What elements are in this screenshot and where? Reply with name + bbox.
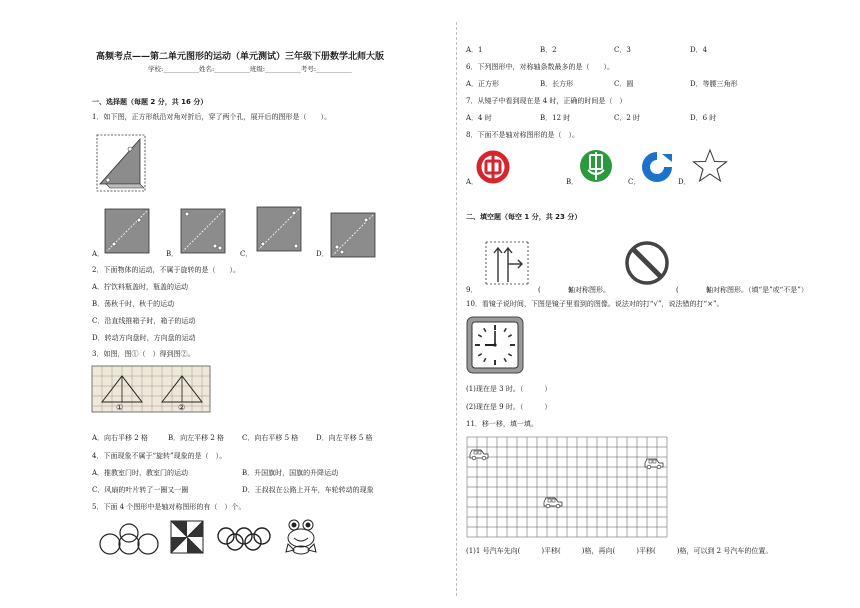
- q5-option-d[interactable]: D．4: [690, 46, 708, 54]
- q1-folded-square-figure: [96, 134, 148, 194]
- car-icon: [470, 450, 488, 460]
- question-10: 10．看镜子说时间，下图是镜子里看到的图像。说法对的打“√”，说法错的打“×”。: [466, 300, 724, 308]
- q8-option-c-label[interactable]: C．: [628, 178, 641, 186]
- q8-option-b-label[interactable]: B．: [566, 178, 579, 186]
- q5-option-c[interactable]: C．3: [614, 46, 631, 54]
- column-divider: [456, 22, 457, 596]
- q1-option-c-label[interactable]: C．: [240, 250, 253, 258]
- question-8: 8．下面不是轴对称图形的是（ ）。: [466, 131, 579, 139]
- q3-option-d[interactable]: D．向左平移 5 格: [316, 434, 373, 442]
- section-1-heading: 一、选择题（每题 2 分，共 16 分）: [92, 98, 208, 106]
- q3-figure-1-label: ①: [116, 403, 124, 412]
- car-icon: [645, 459, 663, 469]
- q1-option-d-figure[interactable]: [330, 212, 376, 258]
- agricultural-bank-logo-icon[interactable]: [578, 148, 614, 184]
- q7-option-c[interactable]: C．2 时: [614, 114, 641, 122]
- q4-option-a[interactable]: A．推教室门时，教室门的运动: [92, 469, 189, 477]
- q3-option-c[interactable]: C．向右平移 5 格: [242, 434, 299, 442]
- question-6: 6．下列图形中，对称轴条数最多的是（ ）。: [466, 63, 614, 71]
- q2-option-a[interactable]: A．拧饮料瓶盖时，瓶盖的运动: [92, 283, 189, 291]
- q11-sub-question-1: (1)1 号汽车先向( )平移( )格，再向( )平移( )格，可以到 2 号汽车的位置。: [466, 547, 773, 555]
- no-entry-sign-icon: [624, 240, 670, 286]
- student-info-line: 学校:___________姓名:___________班级:___________考号:___________: [148, 65, 352, 73]
- q9-text-2: 轴对称图形。（填“是”或“不是”）: [706, 286, 808, 294]
- question-7: 7．从镜子中看到现在是 4 时，正确的时间是（ ）: [466, 97, 627, 105]
- q6-option-c[interactable]: C．圆: [614, 80, 634, 88]
- question-11: 11．移一移，填一填。: [466, 420, 538, 428]
- q6-option-a[interactable]: A．正方形: [466, 80, 500, 88]
- q1-option-d-label[interactable]: D．: [316, 250, 329, 258]
- q2-option-d[interactable]: D．转动方向盘时，方向盘的运动: [92, 334, 196, 342]
- page-title: 高频考点——第二单元图形的运动（单元测试）三年级下册数学北师大版: [96, 52, 385, 62]
- q5-pinwheel-figure: [170, 520, 204, 554]
- q10-item-1[interactable]: (1)现在是 3 时。（ ）: [466, 385, 552, 393]
- question-5: 5．下面 4 个图形中是轴对称图形的有（ ）个。: [92, 503, 246, 511]
- mirror-clock-icon: [466, 316, 524, 374]
- q11-car-grid: [466, 436, 668, 540]
- star-icon[interactable]: [692, 148, 728, 184]
- q5-frog-figure: [284, 518, 318, 556]
- q9-blank-1[interactable]: ( ): [538, 286, 572, 294]
- q4-option-b[interactable]: B．升国旗时，国旗的升降运动: [242, 469, 339, 477]
- q1-option-b-figure[interactable]: [180, 208, 226, 254]
- q5-olympic-rings-figure: [216, 524, 272, 552]
- q9-text-1: 轴对称图形。: [568, 286, 610, 294]
- q3-option-b[interactable]: B．向左平移 2 格: [168, 434, 225, 442]
- q2-option-b[interactable]: B．荡秋千时，秋千的运动: [92, 300, 175, 308]
- q5-three-rings-figure: [98, 522, 160, 556]
- construction-bank-logo-icon[interactable]: [640, 150, 674, 184]
- car-icon: [544, 498, 562, 508]
- question-9-number: 9．: [466, 286, 478, 294]
- q3-grid-figure: [92, 366, 210, 412]
- q6-option-d[interactable]: D．等腰三角形: [690, 80, 738, 88]
- q7-option-d[interactable]: D．6 时: [690, 114, 717, 122]
- q1-option-c-figure[interactable]: [256, 206, 302, 252]
- q5-option-a[interactable]: A．1: [466, 46, 483, 54]
- section-2-heading: 二、填空题（每空 1 分，共 23 分）: [466, 213, 582, 221]
- q7-option-b[interactable]: B．12 时: [540, 114, 571, 122]
- question-1: 1．如下图，正方形纸沿对角对折后，穿了两个孔，展开后的图形是（ ）。: [92, 113, 331, 121]
- q9-road-sign-arrows-figure: [484, 240, 530, 286]
- q7-option-a[interactable]: A．4 时: [466, 114, 492, 122]
- q8-option-a-label[interactable]: A．: [466, 178, 479, 186]
- question-4: 4．下面现象不属于“旋转”现象的是（ ）。: [92, 452, 227, 460]
- q8-option-d-label[interactable]: D．: [678, 178, 691, 186]
- q1-option-a-figure[interactable]: [104, 208, 150, 254]
- question-2: 2．下面物体的运动，不属于旋转的是（ ）。: [92, 266, 240, 274]
- q1-option-a-label[interactable]: A．: [92, 250, 105, 258]
- q2-option-c[interactable]: C．沿直线推箱子时，箱子的运动: [92, 317, 196, 325]
- question-3: 3．如图，图①（ ）得到图②。: [92, 350, 195, 358]
- q4-option-c[interactable]: C．风扇的叶片转了一圈又一圈: [92, 486, 189, 494]
- q6-option-b[interactable]: B．长方形: [540, 80, 574, 88]
- q4-option-d[interactable]: D．王叔叔在公路上开车，车轮转动的现象: [242, 486, 374, 494]
- q1-option-b-label[interactable]: B．: [166, 250, 179, 258]
- q10-item-2[interactable]: (2)现在是 9 时。（ ）: [466, 403, 552, 411]
- q3-option-a[interactable]: A．向右平移 2 格: [92, 434, 148, 442]
- bank-of-china-logo-icon[interactable]: [476, 150, 510, 184]
- q9-blank-2[interactable]: ( ): [676, 286, 710, 294]
- q3-figure-2-label: ②: [178, 403, 186, 412]
- q5-option-b[interactable]: B．2: [540, 46, 557, 54]
